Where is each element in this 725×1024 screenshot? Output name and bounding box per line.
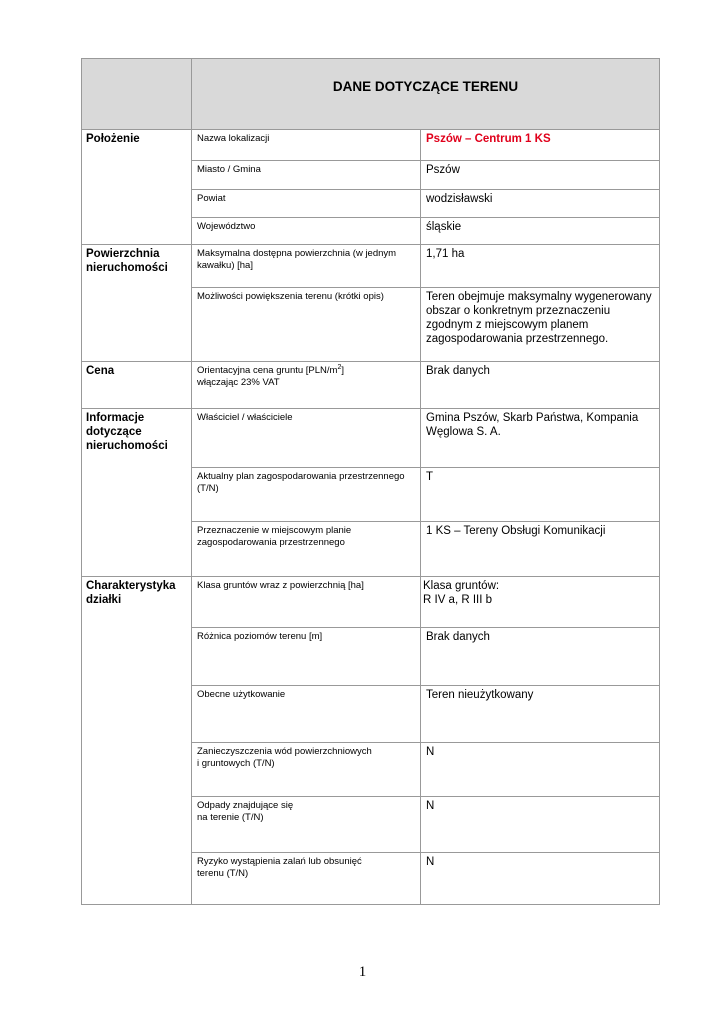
field-value: Pszów xyxy=(426,164,460,176)
field-label: Różnica poziomów terenu [m] xyxy=(197,631,323,642)
field-value: N xyxy=(426,800,435,812)
section-cell-cena xyxy=(82,362,192,409)
table-row xyxy=(82,245,660,288)
header-title-cell xyxy=(192,59,660,130)
section-label-cena: Cena xyxy=(86,365,115,377)
field-value: Gmina Pszów, Skarb Państwa, Kompania Węglowa S. A. xyxy=(426,412,639,438)
section-label-charakterystyka: Charakterystyka działki xyxy=(86,580,176,606)
location-name-value: Pszów – Centrum 1 KS xyxy=(426,133,551,145)
field-value: Klasa gruntów: R IV a, R III b xyxy=(423,580,500,606)
section-cell-charakterystyka xyxy=(82,577,192,905)
field-label: Nazwa lokalizacji xyxy=(197,133,270,144)
field-value: Teren nieużytkowany xyxy=(426,689,534,701)
section-label-polozenie: Położenie xyxy=(86,133,140,145)
field-label: Maksymalna dostępna powierzchnia (w jednym kawałku) [ha] xyxy=(197,248,397,271)
field-label: Województwo xyxy=(197,221,256,232)
field-label: Przeznaczenie w miejscowym planie zagospodarowania przestrzennego xyxy=(197,525,352,548)
field-label: Ryzyko wystąpienia zalań lub obsunięć terenu (T/N) xyxy=(197,856,362,879)
field-label: Zanieczyszczenia wód powierzchniowych i gruntowych (T/N) xyxy=(197,746,372,769)
field-label: Aktualny plan zagospodarowania przestrzennego (T/N) xyxy=(197,471,405,494)
field-label: Możliwości powiększenia terenu (krótki opis) xyxy=(197,291,384,302)
field-value: T xyxy=(426,471,434,483)
field-value: wodzisławski xyxy=(426,193,493,205)
header-row xyxy=(82,59,660,130)
field-label: Odpady znajdujące się na terenie (T/N) xyxy=(197,800,294,823)
field-value: N xyxy=(426,856,435,868)
table-row xyxy=(82,409,660,468)
field-value: Teren obejmuje maksymalny wygenerowany obszar o konkretnym przeznaczeniu zgodnym z miejscowym planem zagospodarowania przestrzennego. xyxy=(426,291,652,345)
page-title: DANE DOTYCZĄCE TERENU xyxy=(332,79,519,94)
field-value: N xyxy=(426,746,435,758)
table-row xyxy=(82,577,660,628)
table-row xyxy=(82,362,660,409)
section-label-informacje: Informacje dotyczące nieruchomości xyxy=(86,412,168,452)
field-label: Powiat xyxy=(197,193,226,204)
field-value: śląskie xyxy=(426,221,462,233)
field-value: 1,71 ha xyxy=(426,248,465,260)
field-label: Obecne użytkowanie xyxy=(197,689,286,700)
field-value: Brak danych xyxy=(426,365,490,377)
section-cell-polozenie xyxy=(82,130,192,245)
field-label: Miasto / Gmina xyxy=(197,164,261,175)
field-value: 1 KS – Tereny Obsługi Komunikacji xyxy=(426,525,606,537)
site-data-table xyxy=(81,58,660,905)
field-label: Właściciel / właściciele xyxy=(197,412,293,423)
field-label: Klasa gruntów wraz z powierzchnią [ha] xyxy=(197,580,364,591)
page-number: 1 xyxy=(358,964,367,980)
section-cell-informacje xyxy=(82,409,192,577)
table-row xyxy=(82,130,660,161)
section-cell-powierzchnia xyxy=(82,245,192,362)
field-value: Brak danych xyxy=(426,631,490,643)
section-label-powierzchnia: Powierzchnia nieruchomości xyxy=(86,248,168,274)
header-corner-cell xyxy=(82,59,192,130)
field-label: Orientacyjna cena gruntu $[PLN/m^2]$ włączając 23% VAT xyxy=(197,363,345,388)
